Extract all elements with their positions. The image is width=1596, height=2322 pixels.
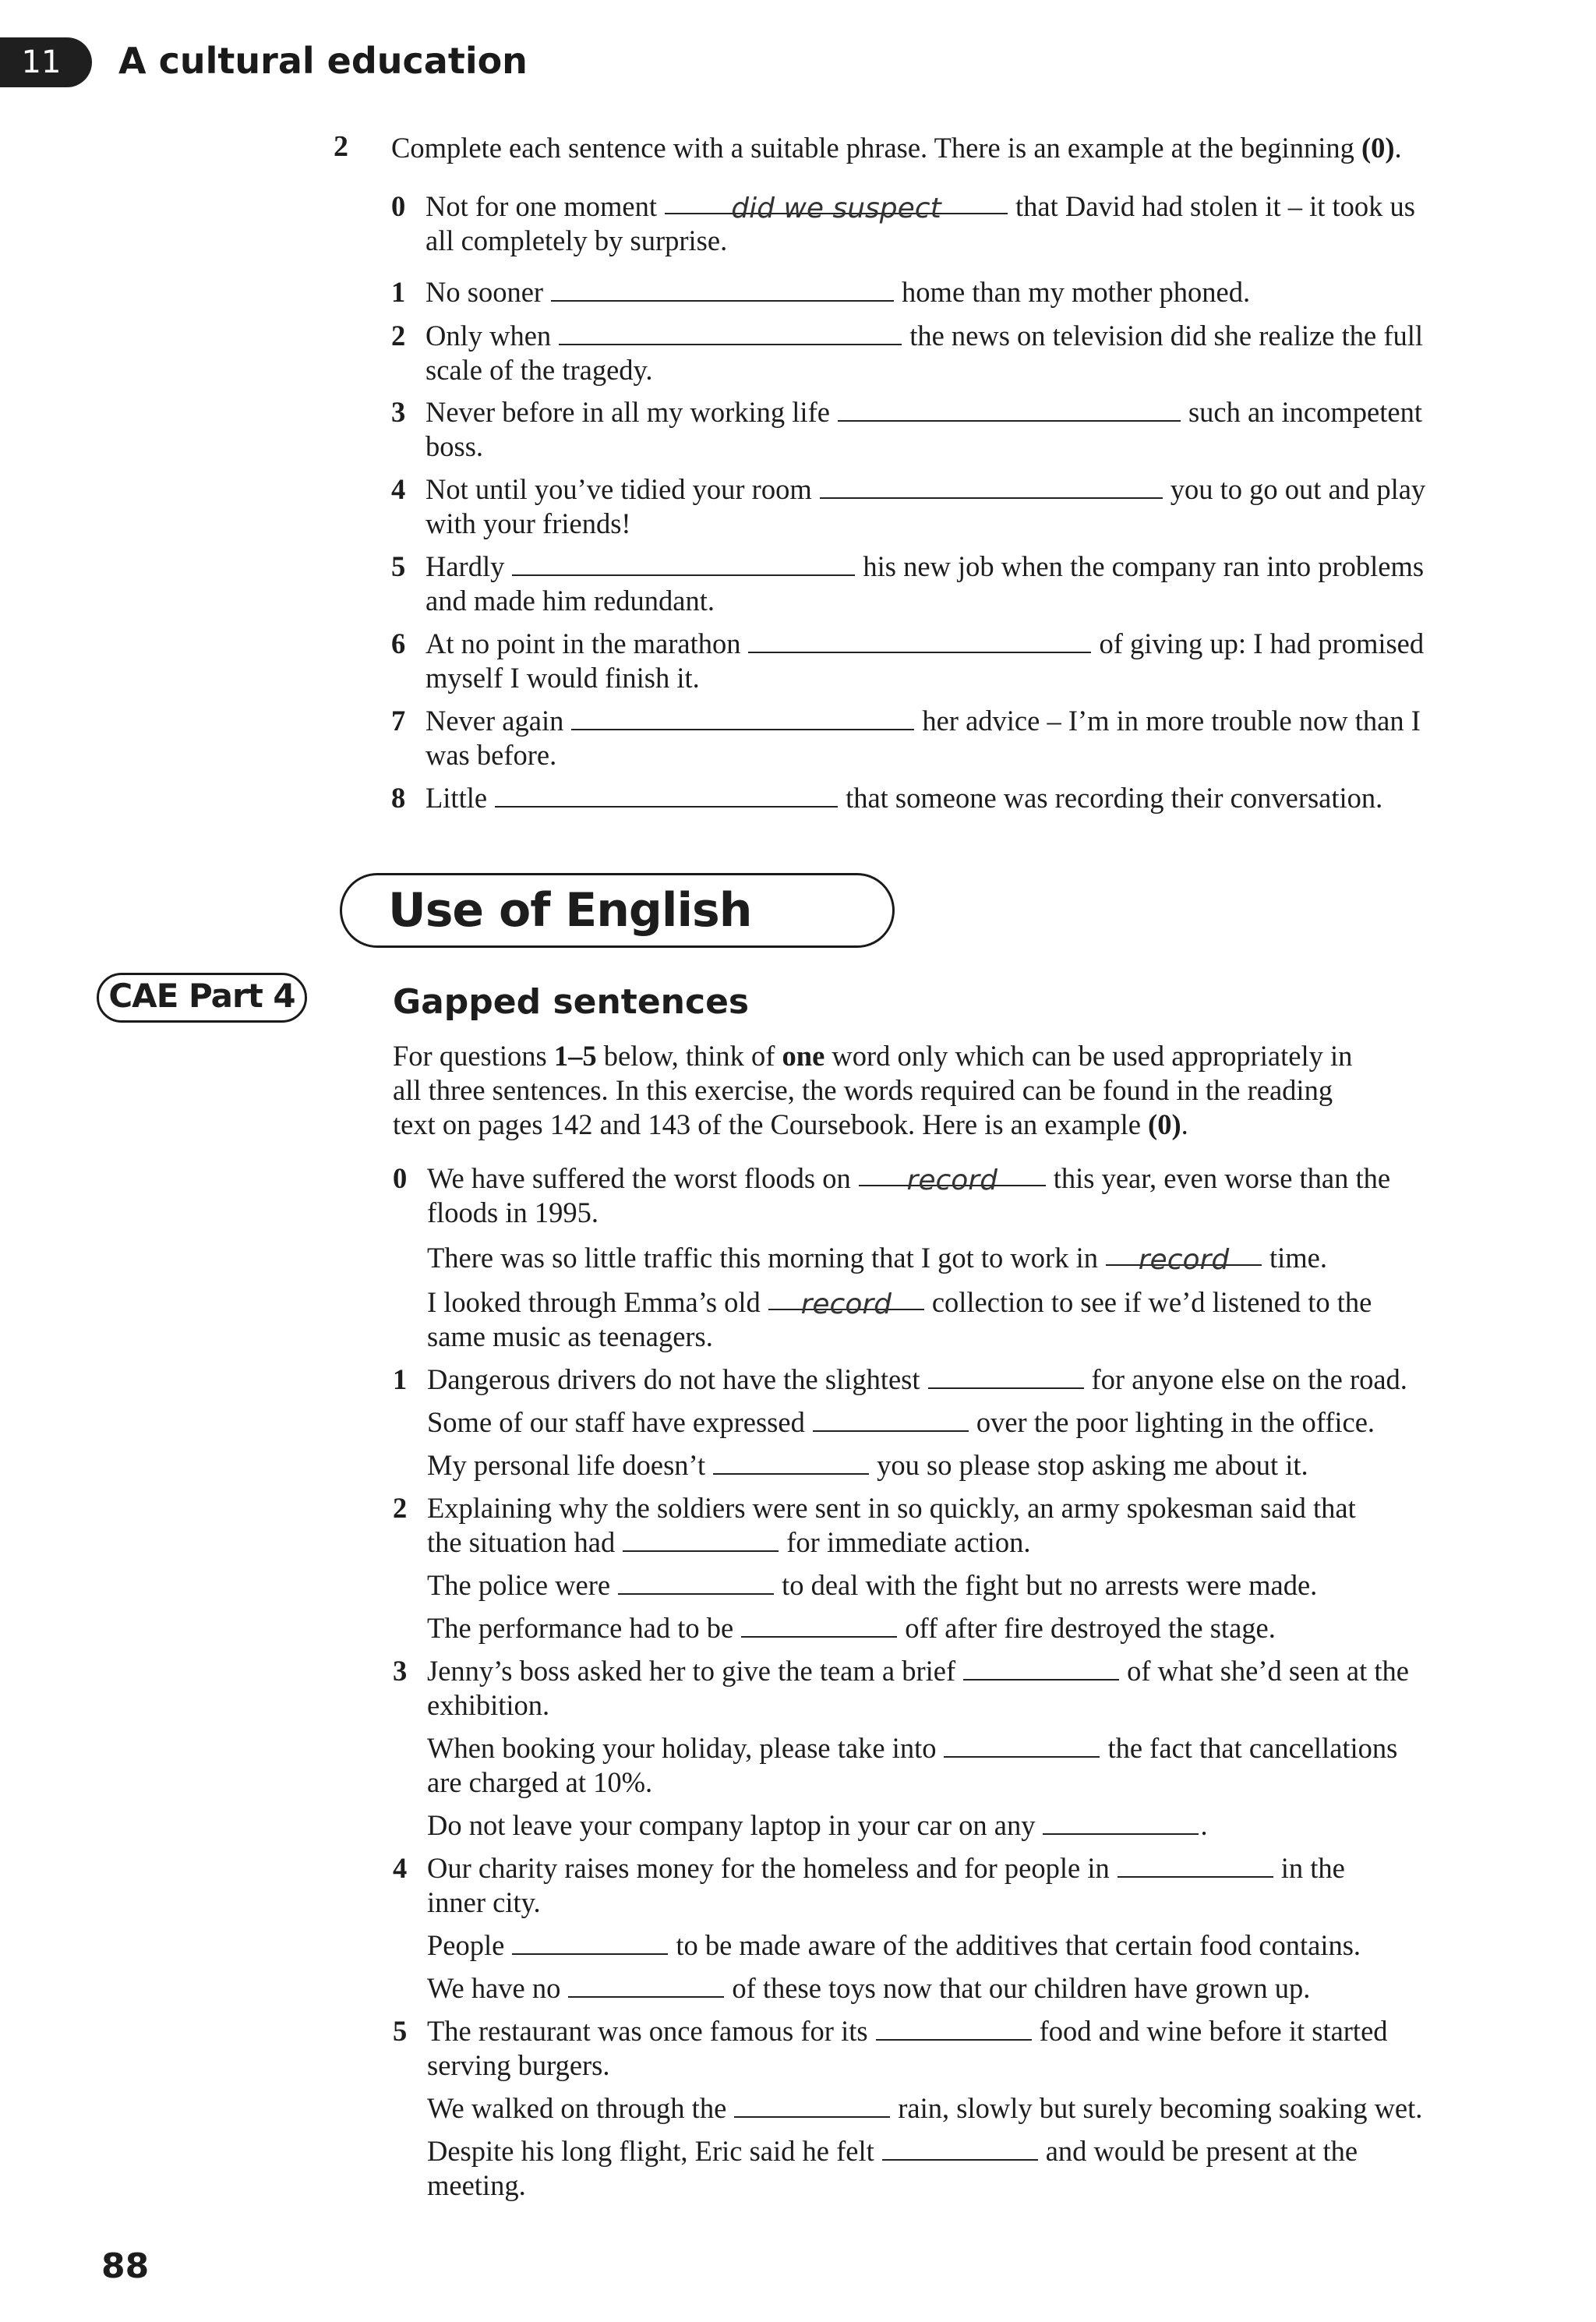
answer-gap[interactable]	[1043, 1810, 1199, 1835]
question-sentence	[427, 1928, 1361, 1963]
sentence-text: Explaining why the soldiers were sent in so quickly, an army spokesman said that	[427, 1492, 1356, 1524]
sentence-text: the news on television did she realize the full	[909, 320, 1424, 352]
sentence-text: such an incompetent	[1188, 396, 1422, 428]
item-number: 2	[391, 320, 406, 352]
answer-gap[interactable]	[963, 1656, 1119, 1681]
list-item	[391, 550, 1424, 584]
question-sentence	[427, 1568, 1317, 1603]
question-number: 5	[393, 2015, 408, 2047]
question-number: 1	[393, 1363, 408, 1395]
handwritten-answer: record	[800, 1288, 892, 1320]
list-item	[391, 395, 1422, 429]
answer-gap[interactable]	[1118, 1853, 1273, 1878]
sentence-text: of these toys now that our children have grown up.	[732, 1972, 1311, 2004]
sentence-continuation: exhibition.	[427, 1689, 550, 1721]
sentence-text: you to go out and play	[1170, 473, 1426, 505]
item-number: 6	[391, 627, 406, 659]
sentence-continuation: meeting.	[427, 2169, 526, 2201]
question-sentence	[393, 1491, 1356, 1525]
sentence-continuation: with your friends!	[425, 507, 631, 539]
answer-gap[interactable]	[944, 1733, 1100, 1758]
sentence-continuation: inner city.	[427, 1886, 541, 1918]
sentence-text: off after fire destroyed the stage.	[905, 1612, 1276, 1644]
sentence-text: No sooner	[425, 276, 544, 308]
sentence-text: My personal life doesn’t	[427, 1449, 706, 1481]
sentence-text: The restaurant was once famous for its	[427, 2015, 868, 2047]
sentence-continuation: and made him redundant.	[425, 585, 715, 617]
section-title: Use of English	[388, 883, 752, 938]
sentence-text: that someone was recording their conversation.	[846, 782, 1383, 814]
question-number: 4	[393, 1852, 408, 1884]
item-number: 3	[391, 396, 406, 428]
sentence-text: for immediate action.	[786, 1526, 1031, 1558]
sentence-text: Some of our staff have expressed	[427, 1406, 805, 1438]
sentence-continuation: myself I would finish it.	[425, 662, 700, 694]
sentence-text: .	[1200, 1809, 1208, 1841]
unit-number-tab: 11	[0, 37, 92, 87]
question-sentence	[427, 1405, 1375, 1440]
list-item	[391, 189, 1415, 224]
answer-gap[interactable]	[734, 2093, 890, 2118]
sentence-text: The performance had to be	[427, 1612, 734, 1644]
list-item	[391, 319, 1423, 353]
question-sentence	[427, 1971, 1310, 2006]
sentence-text: Never before in all my working life	[425, 396, 830, 428]
question-sentence	[427, 1808, 1208, 1843]
sentence-text: home than my mother phoned.	[902, 276, 1251, 308]
sentence-text: The police were	[427, 1569, 611, 1601]
sentence-text: Hardly	[425, 550, 505, 582]
handwritten-answer: record	[1138, 1244, 1230, 1276]
answer-gap[interactable]	[559, 320, 902, 345]
list-item	[391, 704, 1421, 738]
question-sentence	[393, 1654, 1409, 1688]
question-sentence	[393, 1362, 1407, 1397]
answer-gap[interactable]	[928, 1364, 1084, 1389]
sentence-text: collection to see if we’d listened to the	[931, 1286, 1372, 1318]
item-number: 8	[391, 782, 406, 814]
task-instructions	[393, 1039, 1352, 1142]
answer-gap[interactable]	[1106, 1241, 1262, 1276]
answer-gap[interactable]	[512, 551, 855, 576]
sentence-text: rain, slowly but surely becoming soaking wet.	[898, 2092, 1423, 2124]
question-sentence	[427, 1285, 1372, 1320]
sentence-text: We have no	[427, 1972, 561, 2004]
sentence-text: of giving up: I had promised	[1099, 627, 1425, 659]
list-item	[391, 472, 1425, 507]
answer-gap[interactable]	[813, 1407, 969, 1432]
question-sentence	[393, 1851, 1345, 1886]
answer-gap[interactable]	[551, 277, 894, 302]
sentence-text: for anyone else on the road.	[1091, 1363, 1407, 1395]
sentence-text: Little	[425, 782, 488, 814]
answer-gap[interactable]	[820, 474, 1163, 499]
answer-gap[interactable]	[859, 1161, 1046, 1196]
question-number: 0	[393, 1162, 408, 1194]
sentence-text: Never again	[425, 705, 564, 737]
exercise-number: 2	[334, 130, 348, 163]
sentence-text: time.	[1269, 1242, 1327, 1274]
question-number: 3	[393, 1655, 408, 1687]
subsection-heading: Gapped sentences	[393, 982, 750, 1022]
list-item	[391, 781, 1382, 815]
sentence-text: the situation had	[427, 1526, 616, 1558]
sentence-text: Our charity raises money for the homeless and for people in	[427, 1852, 1110, 1884]
answer-gap[interactable]	[568, 1973, 724, 1998]
sentence-text: At no point in the marathon	[425, 627, 741, 659]
sentence-text: Despite his long flight, Eric said he felt	[427, 2135, 874, 2167]
sentence-text: this year, even worse than the	[1053, 1162, 1391, 1194]
answer-gap[interactable]	[882, 2136, 1038, 2161]
sentence-text: of what she’d seen at the	[1127, 1655, 1409, 1687]
answer-gap[interactable]	[571, 705, 914, 730]
handwritten-answer: record	[906, 1165, 998, 1196]
sentence-text: in the	[1280, 1852, 1345, 1884]
unit-title: A cultural education	[118, 40, 528, 82]
sentence-continuation: same music as teenagers.	[427, 1320, 713, 1352]
answer-gap[interactable]	[768, 1285, 924, 1320]
sentence-continuation: was before.	[425, 739, 557, 771]
sentence-continuation: are charged at 10%.	[427, 1766, 653, 1798]
sentence-text: her advice – I’m in more trouble now than I	[922, 705, 1421, 737]
sentence-continuation: floods in 1995.	[427, 1196, 599, 1228]
item-number: 1	[391, 276, 406, 308]
question-sentence	[393, 1161, 1390, 1196]
sentence-text: the fact that cancellations	[1107, 1732, 1398, 1764]
answer-gap[interactable]	[512, 1930, 668, 1955]
sentence-text: Not until you’ve tidied your room	[425, 473, 812, 505]
question-number: 2	[393, 1492, 408, 1524]
sentence-text: Jenny’s boss asked her to give the team a brief	[427, 1655, 956, 1687]
sentence-text: Only when	[425, 320, 552, 352]
item-number: 5	[391, 550, 406, 582]
question-sentence	[427, 1731, 1397, 1765]
instruction-line: For questions 1–5 below, think of one word only which can be used appropriately in	[393, 1040, 1353, 1072]
sentence-text: Do not leave your company laptop in your car on any	[427, 1809, 1036, 1841]
answer-gap[interactable]	[748, 628, 1091, 653]
answer-gap[interactable]	[623, 1527, 779, 1552]
question-sentence	[427, 1241, 1327, 1275]
question-sentence	[427, 2134, 1358, 2168]
sentence-text: I looked through Emma’s old	[427, 1286, 761, 1318]
question-sentence	[427, 2091, 1422, 2126]
instruction-line: all three sentences. In this exercise, the words required can be found in the reading	[393, 1074, 1333, 1106]
sentence-continuation: serving burgers.	[427, 2049, 610, 2081]
sentence-text: to deal with the fight but no arrests were made.	[782, 1569, 1318, 1601]
answer-gap[interactable]	[665, 189, 1008, 224]
sentence-continuation: all completely by surprise.	[425, 224, 728, 256]
question-sentence	[427, 1525, 1030, 1560]
question-sentence	[393, 2014, 1388, 2048]
sentence-text: There was so little traffic this morning that I got to work in	[427, 1242, 1098, 1274]
handwritten-answer: did we suspect	[731, 193, 941, 224]
sentence-text: to be made aware of the additives that certain food contains.	[676, 1929, 1361, 1961]
item-number: 4	[391, 473, 406, 505]
answer-gap[interactable]	[713, 1450, 869, 1475]
exercise-instruction: Complete each sentence with a suitable phrase. There is an example at the beginning (0).	[391, 132, 1402, 164]
list-item	[391, 627, 1424, 661]
question-sentence	[427, 1611, 1276, 1645]
sentence-continuation: scale of the tragedy.	[425, 354, 653, 386]
sentence-text: Dangerous drivers do not have the slightest	[427, 1363, 920, 1395]
sentence-text: food and wine before it started	[1039, 2015, 1388, 2047]
sentence-text: that David had stolen it – it took us	[1015, 190, 1415, 222]
instruction-line: text on pages 142 and 143 of the Coursebook. Here is an example (0).	[393, 1108, 1188, 1140]
sentence-text: People	[427, 1929, 505, 1961]
sentence-text: his new job when the company ran into problems	[863, 550, 1425, 582]
sentence-text: and would be present at the	[1045, 2135, 1358, 2167]
question-sentence	[427, 1448, 1308, 1483]
answer-gap[interactable]	[838, 397, 1181, 422]
page-number: 88	[101, 2246, 150, 2286]
sentence-text: over the poor lighting in the office.	[976, 1406, 1375, 1438]
part-label: CAE Part 4	[108, 977, 295, 1015]
answer-gap[interactable]	[495, 783, 838, 808]
sentence-text: When booking your holiday, please take into	[427, 1732, 937, 1764]
sentence-text: Not for one moment	[425, 190, 658, 222]
item-number: 0	[391, 190, 406, 222]
answer-gap[interactable]	[618, 1570, 774, 1595]
sentence-text: We have suffered the worst floods on	[427, 1162, 851, 1194]
sentence-text: We walked on through the	[427, 2092, 727, 2124]
sentence-continuation: boss.	[425, 430, 484, 462]
answer-gap[interactable]	[876, 2016, 1032, 2041]
sentence-text: you so please stop asking me about it.	[877, 1449, 1308, 1481]
item-number: 7	[391, 705, 406, 737]
list-item	[391, 275, 1250, 309]
answer-gap[interactable]	[741, 1613, 897, 1638]
